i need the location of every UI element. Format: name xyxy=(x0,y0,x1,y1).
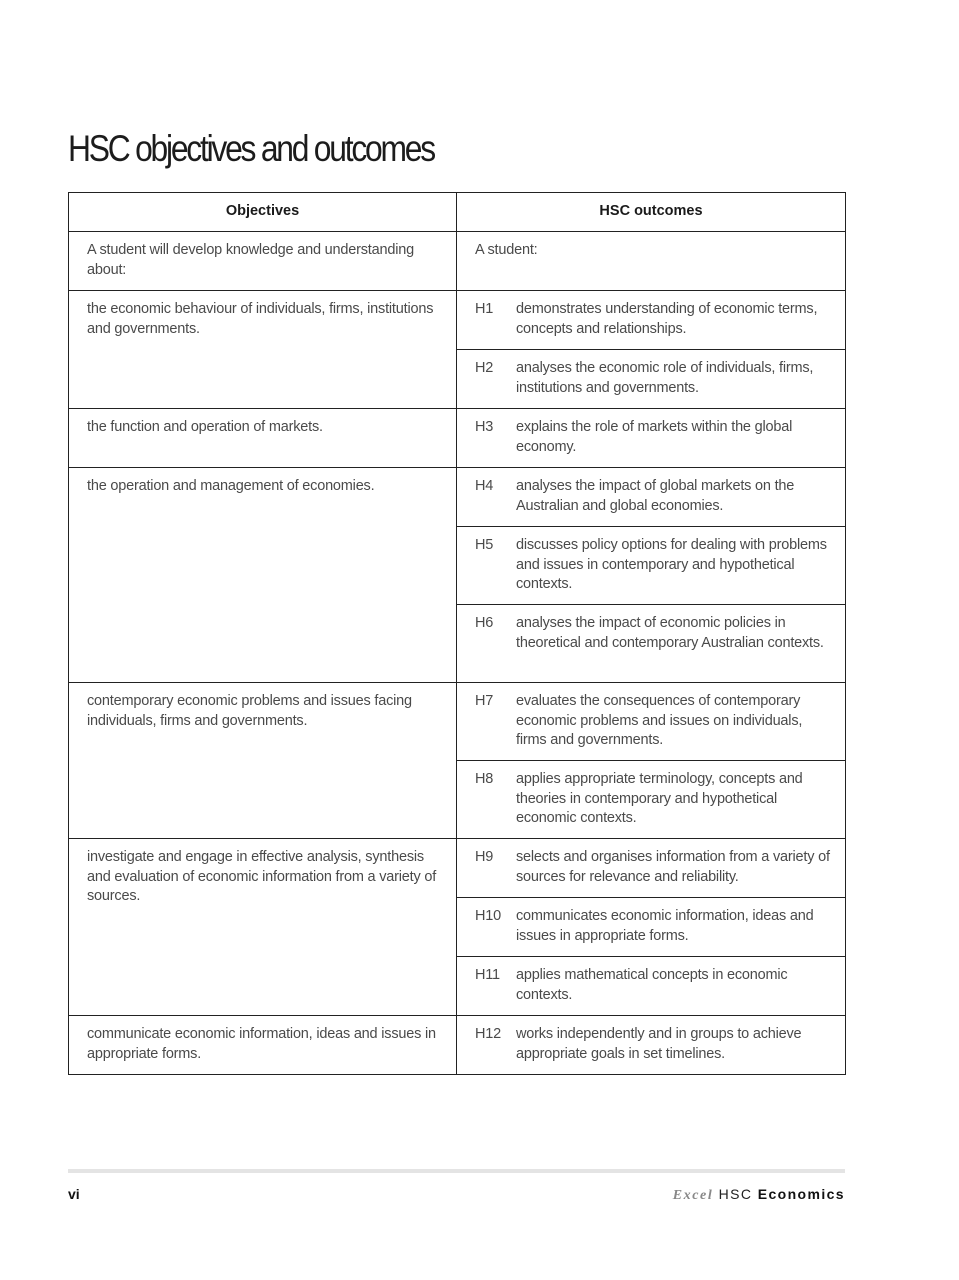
outcome-code: H10 xyxy=(475,908,501,924)
outcome-cell xyxy=(457,527,846,605)
outcome-text: discusses policy options for dealing with problems and issues in contemporary and hypothetical contexts. xyxy=(516,537,827,592)
outcome-text: works independently and in groups to achieve appropriate goals in set timelines. xyxy=(516,1026,802,1062)
table-row xyxy=(69,683,846,761)
outcome-code: H4 xyxy=(475,478,494,494)
outcome-code: H2 xyxy=(475,360,494,376)
objective-intro-cell: A student will develop knowledge and understanding about: xyxy=(69,232,457,291)
outcome-code: H12 xyxy=(475,1026,501,1042)
table-row xyxy=(69,291,846,350)
outcome-code: H9 xyxy=(475,849,494,865)
outcome-text: selects and organises information from a variety of sources for relevance and reliability. xyxy=(516,849,830,885)
footer-divider xyxy=(68,1169,845,1173)
outcome-text: analyses the impact of global markets on the Australian and global economies. xyxy=(516,478,795,514)
objective-cell: contemporary economic problems and issues facing individuals, firms and governments. xyxy=(69,683,457,839)
outcome-text: analyses the economic role of individuals, firms, institutions and governments. xyxy=(516,360,814,396)
outcome-text: explains the role of markets within the global economy. xyxy=(516,419,793,455)
brand-hsc: HSC xyxy=(718,1186,753,1202)
objective-cell: the operation and management of economies. xyxy=(69,468,457,683)
table-row xyxy=(69,468,846,527)
outcome-text: applies mathematical concepts in economic contexts. xyxy=(516,967,788,1003)
outcome-cell xyxy=(457,350,846,409)
objective-cell: investigate and engage in effective analysis, synthesis and evaluation of economic information from a variety of sources. xyxy=(69,839,457,1016)
outcome-text: communicates economic information, ideas and issues in appropriate forms. xyxy=(516,908,814,944)
outcome-code: H1 xyxy=(475,301,494,317)
outcome-code: H3 xyxy=(475,419,494,435)
column-header-outcomes: HSC outcomes xyxy=(457,193,846,232)
objective-cell: communicate economic information, ideas and issues in appropriate forms. xyxy=(69,1016,457,1075)
outcome-code: H6 xyxy=(475,615,494,631)
footer-brand xyxy=(673,1186,845,1204)
page-title: HSC objectives and outcomes xyxy=(68,128,434,169)
page-number: vi xyxy=(68,1186,80,1202)
outcome-cell xyxy=(457,957,846,1016)
outcome-cell xyxy=(457,839,846,898)
outcome-code: H11 xyxy=(475,967,500,983)
table-row xyxy=(69,409,846,468)
outcome-cell xyxy=(457,291,846,350)
outcome-cell xyxy=(457,683,846,761)
outcome-text: evaluates the consequences of contemporary economic problems and issues on individuals, firms and governments. xyxy=(516,693,803,748)
outcome-intro-cell: A student: xyxy=(457,232,846,291)
outcome-code: H5 xyxy=(475,537,494,553)
table-row xyxy=(69,839,846,898)
outcome-text: demonstrates understanding of economic terms, concepts and relationships. xyxy=(516,301,818,337)
brand-excel: Excel xyxy=(672,1188,714,1203)
column-header-objectives: Objectives xyxy=(69,193,457,232)
table-header-row xyxy=(69,193,846,232)
outcome-text: analyses the impact of economic policies in theoretical and contemporary Australian contexts. xyxy=(516,615,824,651)
outcome-cell xyxy=(457,409,846,468)
table-row xyxy=(69,1016,846,1075)
outcome-code: H8 xyxy=(475,771,494,787)
table-row xyxy=(69,232,846,291)
objectives-outcomes-table xyxy=(68,192,846,1075)
outcome-code: H7 xyxy=(475,693,494,709)
outcome-cell xyxy=(457,898,846,957)
outcome-cell xyxy=(457,468,846,527)
outcome-text: applies appropriate terminology, concepts and theories in contemporary and hypothetical economic contexts. xyxy=(516,771,803,826)
outcome-cell xyxy=(457,605,846,683)
outcome-cell xyxy=(457,761,846,839)
brand-economics: Economics xyxy=(757,1186,845,1202)
outcome-cell xyxy=(457,1016,846,1075)
objective-cell: the function and operation of markets. xyxy=(69,409,457,468)
objective-cell: the economic behaviour of individuals, firms, institutions and governments. xyxy=(69,291,457,409)
